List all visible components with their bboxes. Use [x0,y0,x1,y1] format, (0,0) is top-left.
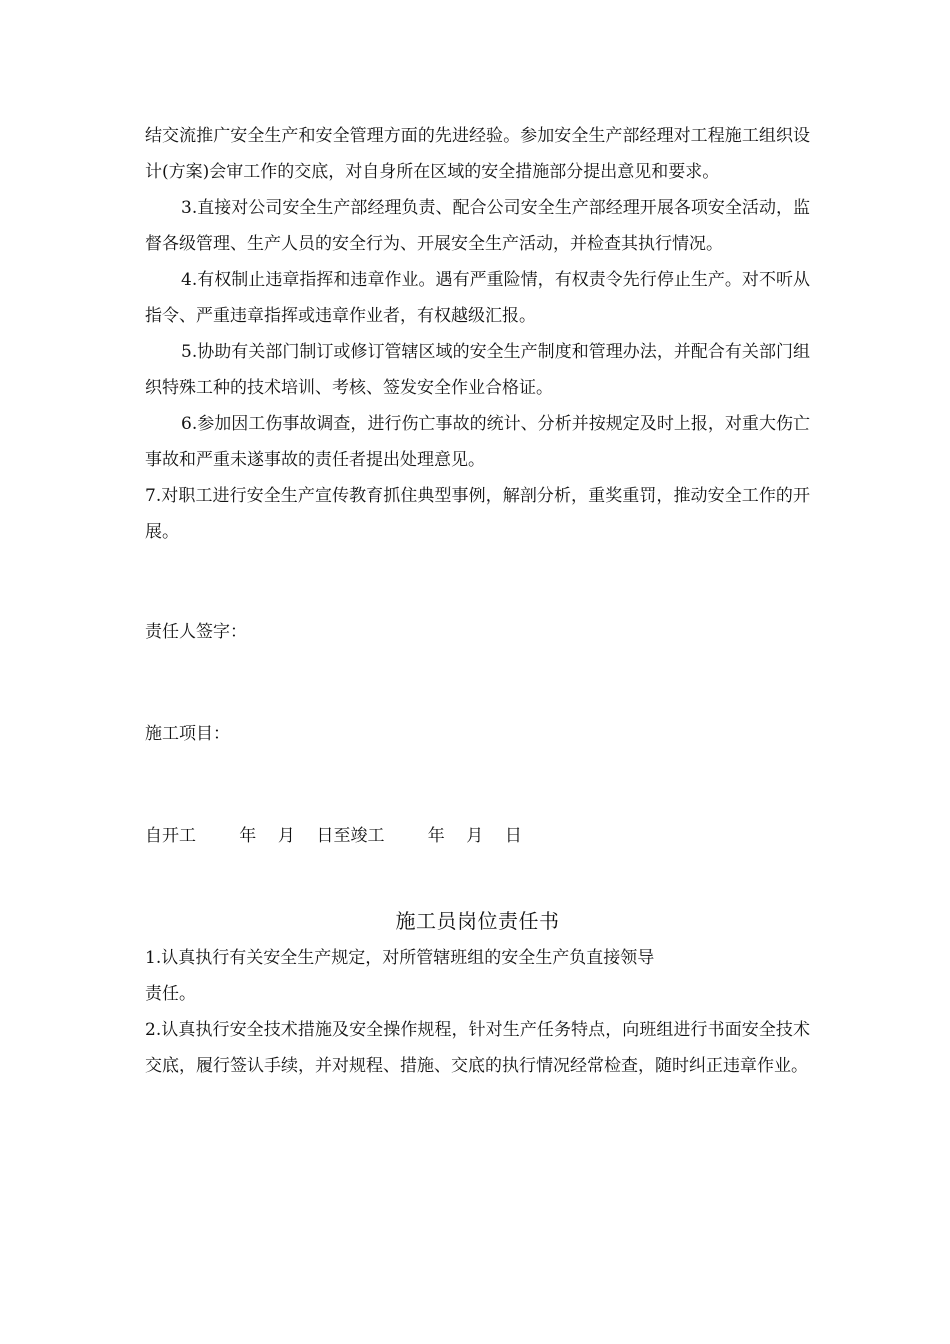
responsible-signature-label: 责任人签字： [145,622,247,642]
document-body [145,118,810,1084]
paragraph-continuation: 结交流推广安全生产和安全管理方面的先进经验。参加安全生产部经理对工程施工组织设计(方案)会审工作的交底，对自身所在区域的安全措施部分提出意见和要求。 [145,126,810,182]
paragraph-s2-item-2: 2.认真执行安全技术措施及安全操作规程，针对生产任务特点，向班组进行书面安全技术交底，履行签认手续，并对规程、措施、交底的执行情况经常检查，随时纠正违章作业。 [145,1020,810,1076]
construction-period: 自开工 年 月 日至竣工 年 月 日 [145,826,522,846]
paragraph-item-7: 7.对职工进行安全生产宣传教育抓住典型事例，解剖分析，重奖重罚，推动安全工作的开展。 [145,486,810,542]
spacer [145,550,810,614]
paragraph-s2-item-1-line-1: 1.认真执行有关安全生产规定，对所管辖班组的安全生产负直接领导 [145,948,655,968]
paragraph-s2-item-1-line-2: 责任。 [145,984,196,1004]
paragraph-item-3: 3.直接对公司安全生产部经理负责、配合公司安全生产部经理开展各项安全活动，监督各级管理、生产人员的安全行为、开展安全生产活动，并检查其执行情况。 [145,198,810,254]
paragraph-item-6: 6.参加因工伤事故调查，进行伤亡事故的统计、分析并按规定及时上报，对重大伤亡事故和严重未遂事故的责任者提出处理意见。 [145,414,810,470]
section-title: 施工员岗位责任书 [395,909,560,933]
spacer [145,650,810,716]
paragraph-item-4: 4.有权制止违章指挥和违章作业。遇有严重险情，有权责令先行停止生产。对不听从指令、严重违章指挥或违章作业者，有权越级汇报。 [145,270,810,326]
spacer [145,752,810,818]
project-label: 施工项目： [145,724,230,744]
paragraph-item-5: 5.协助有关部门制订或修订管辖区域的安全生产制度和管理办法，并配合有关部门组织特殊工种的技术培训、考核、签发安全作业合格证。 [145,342,810,398]
